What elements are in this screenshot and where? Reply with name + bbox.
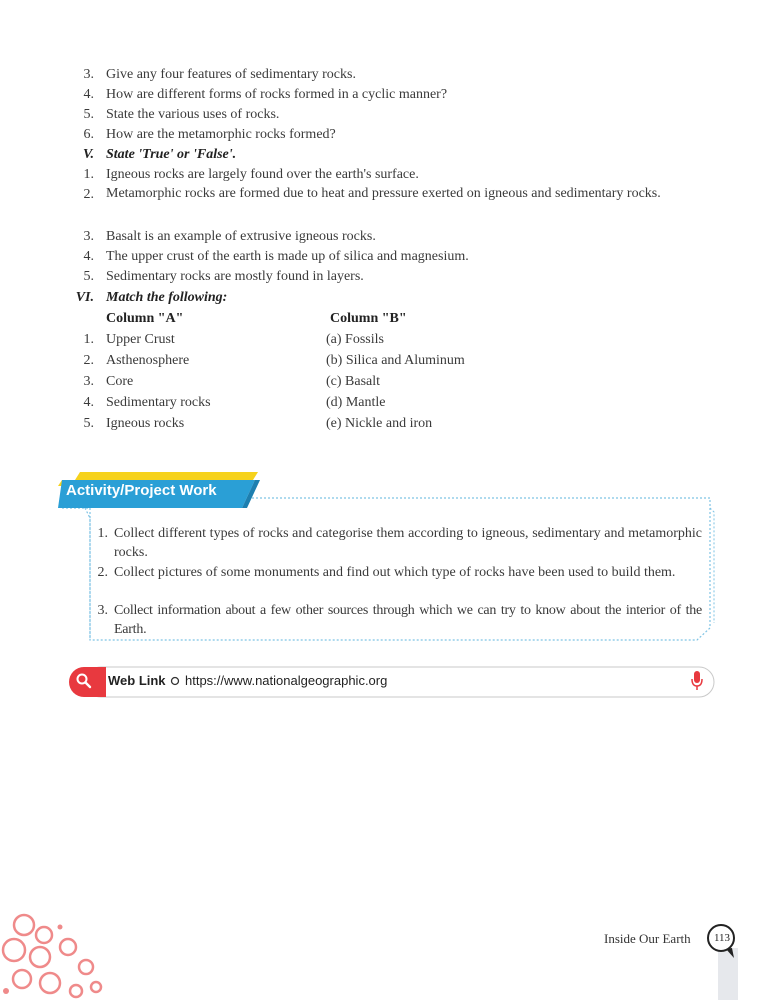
activity-item-number: 3.: [97, 603, 108, 618]
row-number: 5.: [83, 416, 94, 431]
question-number: 5.: [83, 107, 94, 122]
row-number: 1.: [83, 332, 94, 347]
column-b-header: Column "B": [330, 311, 407, 326]
item-number: 5.: [83, 269, 94, 284]
page-number: 113: [713, 932, 731, 944]
activity-item-text: Collect pictures of some monuments and find out which type of rocks have been used to build them.: [114, 565, 676, 580]
row-number: 3.: [83, 374, 94, 389]
web-link-label: Web Link: [108, 673, 166, 688]
section-title: State 'True' or 'False'.: [106, 147, 237, 162]
search-icon: [75, 672, 93, 690]
section-number: VI.: [75, 290, 94, 305]
item-number: 2.: [83, 187, 94, 202]
column-b-cell: (d) Mantle: [326, 395, 386, 410]
column-a-cell: Asthenosphere: [106, 353, 190, 368]
question-text: How are different forms of rocks formed in a cyclic manner?: [106, 87, 448, 102]
activity-title: Activity/Project Work: [66, 482, 217, 499]
item-text: Sedimentary rocks are mostly found in layers.: [106, 269, 364, 284]
column-b-cell: (c) Basalt: [326, 374, 381, 389]
column-a-cell: Igneous rocks: [106, 416, 185, 431]
item-text: Metamorphic rocks are formed due to heat and pressure exerted on igneous and sedimentary rocks.: [106, 186, 661, 201]
question-number: 3.: [83, 67, 94, 82]
column-a-cell: Upper Crust: [106, 332, 175, 347]
column-b-cell: (a) Fossils: [326, 332, 384, 347]
item-text: Basalt is an example of extrusive igneous rocks.: [106, 229, 376, 244]
microphone-icon: [690, 670, 704, 692]
web-link-url[interactable]: https://www.nationalgeographic.org: [185, 673, 388, 688]
item-number: 1.: [83, 167, 94, 182]
corner-circles-decoration: [0, 905, 110, 1000]
row-number: 2.: [83, 353, 94, 368]
item-text: The upper crust of the earth is made up of silica and magnesium.: [106, 249, 469, 264]
question-number: 4.: [83, 87, 94, 102]
circle-bullet-icon: [170, 676, 180, 686]
section-number: V.: [82, 147, 94, 162]
activity-item-text: Collect different types of rocks and categorise them according to igneous, sedimentary and metamorphic rocks.: [114, 526, 702, 560]
activity-item-text: Collect information about a few other sources through which we can try to know about the interior of the Earth.: [114, 603, 702, 637]
section-title: Match the following:: [106, 290, 228, 305]
item-text: Igneous rocks are largely found over the earth's surface.: [106, 167, 419, 182]
activity-item-number: 2.: [97, 565, 108, 580]
question-text: State the various uses of rocks.: [106, 107, 280, 122]
question-number: 6.: [83, 127, 94, 142]
column-a-header: Column "A": [106, 311, 184, 326]
column-a-cell: Sedimentary rocks: [106, 395, 211, 410]
column-b-cell: (b) Silica and Aluminum: [326, 353, 465, 368]
question-text: How are the metamorphic rocks formed?: [106, 127, 336, 142]
chapter-title: Inside Our Earth: [604, 931, 691, 946]
activity-item-number: 1.: [97, 526, 108, 541]
item-number: 4.: [83, 249, 94, 264]
item-number: 3.: [83, 229, 94, 244]
question-text: Give any four features of sedimentary rocks.: [106, 67, 356, 82]
column-a-cell: Core: [106, 374, 134, 389]
row-number: 4.: [83, 395, 94, 410]
column-b-cell: (e) Nickle and iron: [326, 416, 433, 431]
